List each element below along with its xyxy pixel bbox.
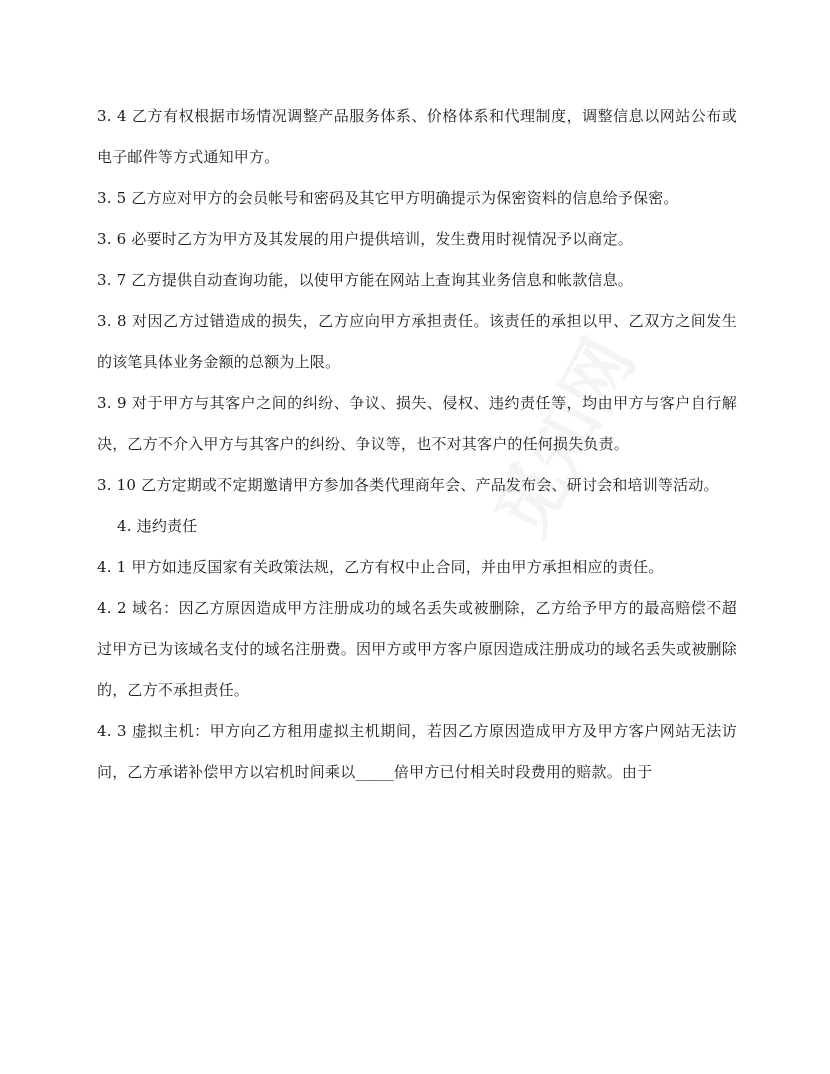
clause-3-4: 3. 4 乙方有权根据市场情况调整产品服务体系、价格体系和代理制度，调整信息以网站公布或电子邮件等方式通知甲方。	[97, 107, 737, 166]
clause-3-10: 3. 10 乙方定期或不定期邀请甲方参加各类代理商年会、产品发布会、研讨会和培训等活动。	[97, 476, 719, 494]
clause-4-3: 4. 3 虚拟主机：甲方向乙方租用虚拟主机期间，若因乙方原因造成甲方及甲方客户网站无法访问，乙方承诺补偿甲方以宕机时间乘以_____倍甲方已付相关时段费用的赔款。由于	[97, 722, 737, 781]
clause-3-6: 3. 6 必要时乙方为甲方及其发展的用户提供培训，发生费用时视情况予以商定。	[97, 230, 633, 248]
watermark-text: 觅知网	[479, 325, 651, 550]
clause-4-2: 4. 2 域名：因乙方原因造成甲方注册成功的域名丢失或被删除，乙方给予甲方的最高赔偿不超过甲方已为该域名支付的域名注册费。因甲方或甲方客户原因造成注册成功的域名丢失或被删除的，乙方不承担责任。	[97, 599, 737, 699]
clause-4-1: 4. 1 甲方如违反国家有关政策法规，乙方有权中止合同，并由甲方承担相应的责任。	[97, 558, 664, 576]
clause-3-9: 3. 9 对于甲方与其客户之间的纠纷、争议、损失、侵权、违约责任等，均由甲方与客户自行解决，乙方不介入甲方与其客户的纠纷、争议等，也不对其客户的任何损失负责。	[97, 394, 737, 453]
section-heading-4: 4. 违约责任	[117, 517, 198, 535]
document-body	[97, 96, 737, 793]
clause-3-5: 3. 5 乙方应对甲方的会员帐号和密码及其它甲方明确提示为保密资料的信息给予保密。	[97, 189, 679, 207]
clause-3-8: 3. 8 对因乙方过错造成的损失，乙方应向甲方承担责任。该责任的承担以甲、乙双方之间发生的该笔具体业务金额的总额为上限。	[97, 312, 737, 371]
clause-3-7: 3. 7 乙方提供自动查询功能，以使甲方能在网站上查询其业务信息和帐款信息。	[97, 271, 633, 289]
